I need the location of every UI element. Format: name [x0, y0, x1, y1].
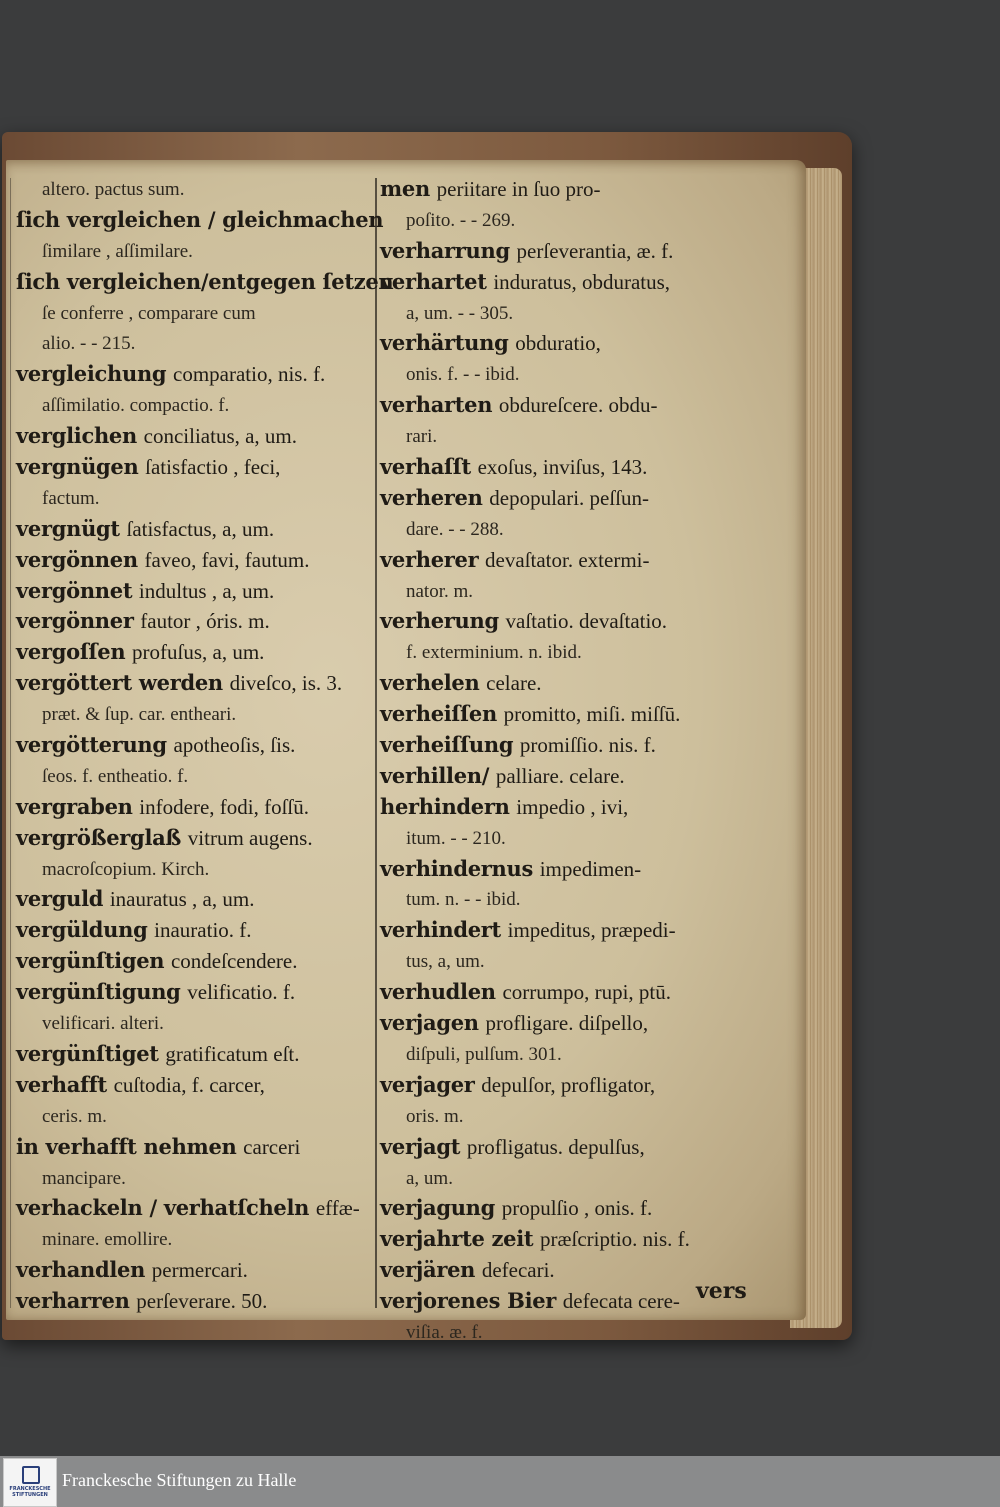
latin-gloss: cuſtodia, f. carcer, — [113, 1072, 265, 1097]
entry-line — [16, 1163, 372, 1194]
entry-line — [380, 1101, 736, 1132]
headword: verheiſſung — [380, 732, 514, 758]
entry-line — [16, 1255, 372, 1286]
latin-gloss: propulſio , onis. f. — [501, 1196, 653, 1221]
headword: verharrung — [380, 237, 510, 263]
latin-gloss: ſe conferre , comparare cum — [42, 302, 256, 324]
entry-line — [16, 854, 372, 885]
entry-line — [380, 1008, 736, 1039]
latin-gloss: ſatisfactus, a, um. — [126, 516, 275, 541]
latin-gloss: defecari. — [481, 1258, 555, 1283]
headword: verhelen — [380, 670, 480, 696]
entry-line — [16, 1193, 372, 1224]
entry-line — [380, 946, 736, 977]
latin-gloss: alio. - - 215. — [42, 333, 136, 355]
latin-gloss: infodere, fodi, foſſū. — [139, 794, 309, 819]
latin-gloss: perſeverare. 50. — [136, 1289, 268, 1314]
headword: vergönnen — [16, 546, 138, 572]
latin-gloss: a, um. - - 305. — [406, 302, 514, 324]
entry-line — [380, 174, 736, 205]
latin-gloss: fautor , óris. m. — [140, 609, 270, 634]
latin-gloss: induratus, obduratus, — [493, 269, 671, 294]
latin-gloss: ceris. m. — [42, 1105, 107, 1127]
entry-line — [380, 915, 736, 946]
latin-gloss: diſpuli, pulſum. 301. — [406, 1043, 562, 1065]
latin-gloss: faveo, favi, fautum. — [144, 547, 310, 572]
left-margin-rule — [10, 178, 11, 1308]
latin-gloss: macroſcopium. Kirch. — [42, 858, 210, 880]
latin-gloss: conciliatus, a, um. — [143, 424, 298, 449]
entry-line — [380, 298, 736, 329]
logo-text: FRANCKESCHE STIFTUNGEN — [9, 1486, 51, 1498]
headword: verglichen — [16, 423, 137, 449]
headword: vergönner — [16, 608, 134, 634]
latin-gloss: nator. m. — [406, 580, 474, 602]
headword: verhillen/ — [380, 762, 490, 788]
entry-line — [380, 205, 736, 236]
headword: verjagen — [380, 1010, 479, 1036]
headword: ſich vergleichen/entgegen ſetzen — [16, 268, 394, 294]
latin-gloss: impeditus, præpedi- — [507, 918, 676, 943]
entry-line — [16, 1286, 372, 1317]
latin-gloss: inauratus , a, um. — [109, 887, 255, 912]
entry-line — [16, 884, 372, 915]
entry-line — [380, 545, 736, 576]
headword: vergnügen — [16, 454, 139, 480]
latin-gloss: profuſus, a, um. — [132, 640, 265, 665]
entry-line — [380, 668, 736, 699]
headword: vergnügt — [16, 515, 120, 541]
entry-line — [380, 452, 736, 483]
latin-gloss: profligatus. depulſus, — [466, 1134, 645, 1159]
entry-line — [16, 699, 372, 730]
headword: vergoſſen — [16, 639, 126, 665]
latin-gloss: velificatio. f. — [187, 980, 296, 1005]
entry-line — [380, 483, 736, 514]
entry-line — [380, 637, 736, 668]
entry-line — [380, 1039, 736, 1070]
latin-gloss: f. exterminium. n. ibid. — [406, 642, 582, 664]
entry-line — [380, 730, 736, 761]
catchword: vers — [696, 1278, 747, 1304]
book-page — [6, 160, 806, 1343]
headword: verhartet — [380, 268, 487, 294]
latin-gloss: impedio , ivi, — [516, 794, 629, 819]
entry-line — [16, 792, 372, 823]
latin-gloss: præt. & ſup. car. entheari. — [42, 704, 237, 726]
headword: men — [380, 176, 430, 201]
latin-gloss: devaſtator. extermi- — [485, 547, 650, 572]
headword: verhindernus — [380, 855, 534, 881]
latin-gloss: a, um. — [406, 1167, 453, 1189]
latin-gloss: comparatio, nis. f. — [173, 362, 326, 387]
latin-gloss: apotheoſis, ſis. — [173, 733, 296, 758]
latin-gloss: depulſor, profligator, — [481, 1072, 656, 1097]
latin-gloss: præſcriptio. nis. f. — [540, 1227, 690, 1252]
latin-gloss: carceri — [243, 1134, 301, 1159]
latin-gloss: permercari. — [151, 1258, 248, 1283]
entry-line — [380, 1070, 736, 1101]
entry-line — [380, 1163, 736, 1194]
entry-line — [16, 823, 372, 854]
headword: vergraben — [16, 793, 133, 819]
latin-gloss: viſia. æ. f. — [406, 1321, 483, 1343]
latin-gloss: effæ- — [315, 1196, 360, 1221]
entry-line — [16, 576, 372, 607]
headword: vergünſtigen — [16, 948, 165, 974]
latin-gloss: poſito. - - 269. — [406, 209, 516, 231]
latin-gloss: mancipare. — [42, 1167, 126, 1189]
entry-line — [380, 359, 736, 390]
latin-gloss: aſſimilatio. compactio. f. — [42, 395, 230, 417]
latin-gloss: ſeos. f. entheatio. f. — [42, 765, 189, 787]
headword: vergünſtiget — [16, 1040, 159, 1066]
entry-line — [380, 1255, 736, 1286]
latin-gloss: obdureſcere. obdu- — [498, 393, 658, 418]
entry-line — [380, 1193, 736, 1224]
latin-gloss: oris. m. — [406, 1105, 464, 1127]
entry-line — [380, 328, 736, 359]
entry-line — [380, 1286, 736, 1317]
headword: verharren — [16, 1288, 130, 1314]
headword: verherer — [380, 546, 479, 572]
entry-line — [16, 452, 372, 483]
entry-line — [380, 514, 736, 545]
entry-line — [380, 421, 736, 452]
latin-gloss: tus, a, um. — [406, 951, 485, 973]
footer-bar — [0, 1456, 1000, 1507]
latin-gloss: vaſtatio. devaſtatio. — [505, 609, 668, 634]
entry-line — [380, 977, 736, 1008]
headword: vergrößerglaß — [16, 824, 182, 850]
building-icon — [22, 1466, 40, 1484]
headword: vergüldung — [16, 917, 148, 943]
entry-line — [16, 946, 372, 977]
entry-line — [16, 328, 372, 359]
headword: verjagt — [380, 1133, 461, 1159]
entry-line — [16, 236, 372, 267]
latin-gloss: vitrum augens. — [187, 825, 313, 850]
entry-line — [380, 390, 736, 421]
entry-line — [16, 1070, 372, 1101]
entry-line — [380, 761, 736, 792]
headword: vergöttert werden — [16, 670, 223, 696]
headword: ſich vergleichen / gleichmachen — [16, 206, 384, 232]
footer-credit[interactable]: Franckesche Stiftungen zu Halle — [62, 1470, 297, 1490]
headword: verhackeln / verhatſcheln — [16, 1195, 310, 1221]
latin-gloss: inauratio. f. — [154, 918, 252, 943]
latin-gloss: exoſus, inviſus, 143. — [477, 455, 648, 480]
entry-line — [380, 884, 736, 915]
latin-gloss: factum. — [42, 487, 100, 509]
headword: herhindern — [380, 793, 510, 819]
entry-line — [16, 514, 372, 545]
entry-line — [16, 1101, 372, 1132]
latin-gloss: minare. emollire. — [42, 1229, 173, 1251]
latin-gloss: itum. - - 210. — [406, 827, 506, 849]
latin-gloss: diveſco, is. 3. — [229, 671, 343, 696]
entry-line — [380, 1224, 736, 1255]
entry-line — [16, 637, 372, 668]
latin-gloss: onis. f. - - ibid. — [406, 364, 520, 386]
entry-line — [16, 421, 372, 452]
latin-gloss: perſeverantia, æ. f. — [516, 238, 674, 263]
entry-line — [380, 267, 736, 298]
headword: verheren — [380, 484, 483, 510]
entry-line — [380, 1317, 736, 1348]
headword: verhafft — [16, 1071, 107, 1097]
latin-gloss: palliare. celare. — [495, 763, 625, 788]
latin-gloss: impedimen- — [539, 856, 642, 881]
entry-line — [16, 730, 372, 761]
headword: verjorenes Bier — [380, 1288, 557, 1314]
latin-gloss: periitare in ſuo pro- — [436, 177, 601, 201]
column-rule — [375, 178, 377, 1308]
entry-line — [380, 699, 736, 730]
entry-line — [380, 854, 736, 885]
entry-line — [380, 823, 736, 854]
entry-line — [16, 1008, 372, 1039]
entry-line — [16, 174, 372, 205]
entry-line — [16, 606, 372, 637]
latin-gloss: velificari. alteri. — [42, 1013, 164, 1035]
entry-line — [16, 359, 372, 390]
headword: verhaſſt — [380, 454, 471, 480]
latin-gloss: tum. n. - - ibid. — [406, 889, 521, 911]
latin-gloss: ſatisfactio , feci, — [145, 455, 281, 480]
latin-gloss: profligare. diſpello, — [485, 1011, 649, 1036]
latin-gloss: celare. — [486, 671, 542, 696]
latin-gloss: obduratio, — [515, 331, 601, 356]
latin-gloss: dare. - - 288. — [406, 518, 504, 540]
headword: verhudlen — [380, 979, 496, 1005]
headword: verjager — [380, 1071, 475, 1097]
headword: vergötterung — [16, 732, 167, 758]
entry-line — [16, 298, 372, 329]
entry-line — [16, 761, 372, 792]
entry-line — [380, 236, 736, 267]
latin-gloss: corrumpo, rupi, ptū. — [502, 980, 672, 1005]
latin-gloss: altero. pactus sum. — [42, 179, 185, 200]
entry-line — [380, 576, 736, 607]
entry-line — [16, 205, 384, 236]
latin-gloss: indultus , a, um. — [138, 578, 275, 603]
latin-gloss: gratificatum eſt. — [165, 1041, 300, 1066]
entry-line — [16, 1039, 372, 1070]
left-column — [16, 174, 394, 1317]
headword: verhindert — [380, 917, 501, 943]
latin-gloss: promitto, miſi. miſſū. — [503, 702, 681, 727]
headword: verharten — [380, 392, 493, 418]
headword: in verhafft nehmen — [16, 1133, 237, 1159]
entry-line — [380, 1132, 736, 1163]
latin-gloss: rari. — [406, 426, 438, 448]
headword: verhandlen — [16, 1257, 146, 1283]
latin-gloss: promiſſio. nis. f. — [519, 733, 656, 758]
entry-line — [16, 545, 372, 576]
entry-line — [16, 483, 372, 514]
headword: verjagung — [380, 1195, 496, 1221]
headword: vergönnet — [16, 577, 133, 603]
latin-gloss: depopulari. peſſun- — [489, 485, 650, 510]
entry-line — [16, 668, 372, 699]
entry-line — [380, 606, 736, 637]
headword: verjären — [380, 1257, 476, 1283]
entry-line — [380, 792, 736, 823]
entry-line — [16, 390, 372, 421]
entry-line — [16, 1132, 372, 1163]
headword: verhärtung — [380, 330, 509, 356]
latin-gloss: ſimilare , aſſimilare. — [42, 240, 193, 262]
entry-line — [16, 267, 394, 298]
entry-line — [16, 1224, 372, 1255]
latin-gloss: condeſcendere. — [170, 949, 298, 974]
headword: vergleichung — [16, 361, 167, 387]
latin-gloss: defecata cere- — [562, 1289, 680, 1314]
entry-line — [16, 915, 372, 946]
franckesche-logo[interactable] — [3, 1458, 57, 1507]
entry-line — [16, 977, 372, 1008]
headword: vergünſtigung — [16, 979, 181, 1005]
headword: verguld — [16, 886, 104, 912]
headword: verherung — [380, 608, 499, 634]
headword: verheiſſen — [380, 701, 497, 727]
headword: verjahrte zeit — [380, 1226, 534, 1252]
right-column — [380, 174, 736, 1348]
